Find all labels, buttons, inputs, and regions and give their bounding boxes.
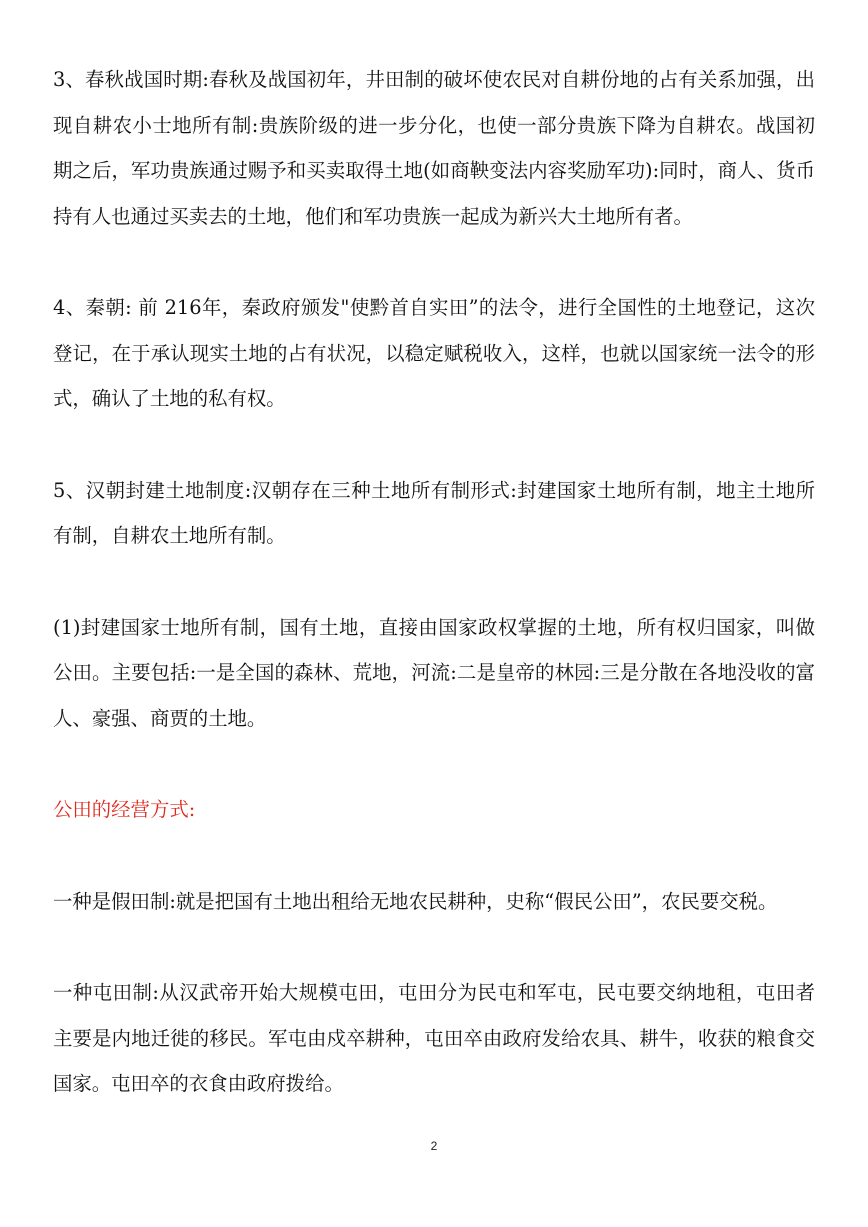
paragraph-jiatian-system: 一种是假田制:就是把国有土地出租给无地农民耕种，史称“假民公田”，农民要交税。: [53, 889, 778, 913]
paragraph-qin-dynasty: 4、秦朝: 前 216年，秦政府颁发"使黔首自实田”的法令，进行全国性的土地登记，这次登记，在于承认现实土地的占有状况，以稳定赋税收入，这样，也就以国家统一法令的形式，确认了土地的私有权。: [53, 296, 815, 410]
section-heading-public-land-management: 公田的经营方式:: [53, 798, 196, 821]
document-body: [53, 57, 815, 1153]
page-number: 2: [430, 1139, 438, 1153]
paragraph-tuntian-system: 一种屯田制:从汉武帝开始大规模屯田，屯田分为民屯和军屯，民屯要交纳地租，屯田者主要是内地迁徙的移民。军屯由戍卒耕种，屯田卒由政府发给农具、耕牛，收获的粮食交国家。屯田卒的衣食由政府拨给。: [53, 981, 815, 1095]
paragraph-han-land-system: 5、汉朝封建土地制度:汉朝存在三种土地所有制形式:封建国家土地所有制，地主土地所有制，自耕农土地所有制。: [53, 478, 815, 547]
paragraph-spring-autumn-period: 3、春秋战国时期:春秋及战国初年，井田制的破坏使农民对自耕份地的占有关系加强，出现自耕农小士地所有制:贵族阶级的进一步分化，也使一部分贵族下降为自耕农。战国初期之后，军功贵族通过赐予和买卖取得土地(如商鞅变法内容奖励军功):同时，商人、货币持有人也通过买卖去的土地，他们和军功贵族一起成为新兴大土地所有者。: [53, 68, 815, 228]
paragraph-state-land-ownership: (1)封建国家士地所有制，国有土地，直接由国家政权掌握的土地，所有权归国家，叫做公田。主要包括:一是全国的森林、荒地，河流:二是皇帝的林园:三是分散在各地没收的富人、豪强、商贾的土地。: [53, 615, 815, 730]
